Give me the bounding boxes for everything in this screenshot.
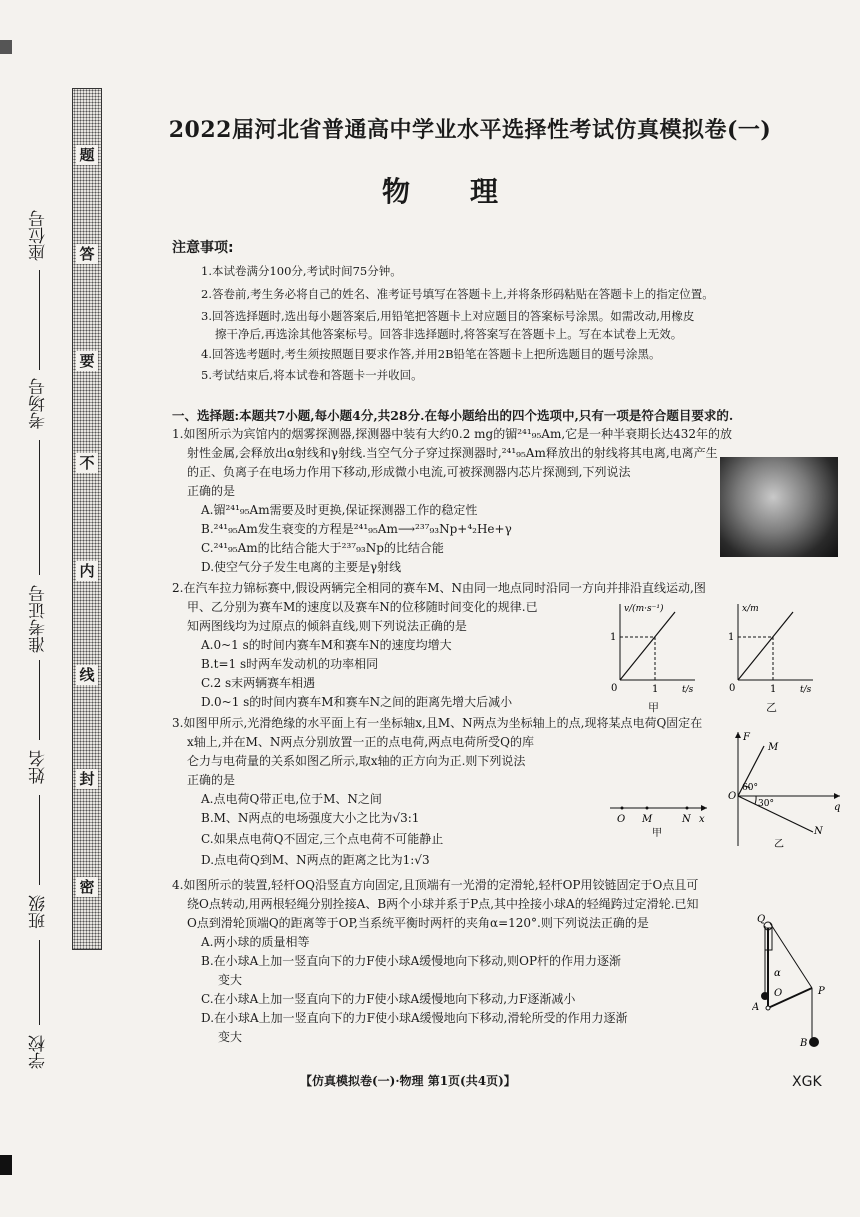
graph-caption: 乙	[766, 701, 777, 714]
seat-field[interactable]	[39, 270, 40, 370]
axis-label: F	[743, 732, 750, 743]
class-field[interactable]	[39, 940, 40, 1025]
pulley-figure	[752, 910, 832, 1050]
binding-word: 封	[76, 769, 98, 789]
notice-item: 5.考试结束后,将本试卷和答题卡一并收回。	[201, 368, 423, 382]
question-2-line: 甲、乙分别为赛车M的速度以及赛车N的位移随时间变化的规律.已	[187, 600, 538, 614]
question-1-line: 正确的是	[187, 484, 236, 498]
page-corner-mark	[0, 1155, 12, 1175]
graph-y-label: x/m	[742, 604, 759, 614]
point-label: M	[642, 814, 653, 825]
question-4-line: O点到滑轮顶端Q的距离等于OP,当系统平衡时两杆的夹角α=120°.则下列说法正确的是	[187, 916, 649, 930]
question-3-option-b: B.M、N两点的电场强度大小之比为√3:1	[201, 811, 420, 825]
notice-item: 3.回答选择题时,选出每小题答案后,用铅笔把答题卡上对应题目的答案标号涂黑。如需改动,用橡皮	[201, 309, 695, 323]
question-3-option-c: C.如果点电荷Q不固定,三个点电荷不可能静止	[201, 832, 444, 846]
school-label: 学校	[29, 1035, 49, 1069]
section-heading: 一、选择题:本题共7小题,每小题4分,共28分.在每小题给出的四个选项中,只有一项是符合题目要求的.	[172, 408, 734, 423]
room-field[interactable]	[39, 440, 40, 575]
question-2-option-b: B.t=1 s时两车发动机的功率相同	[201, 657, 379, 671]
axis-label: x	[699, 814, 705, 825]
question-1-option-c: C.²⁴¹₉₅Am的比结合能大于²³⁷₉₃Np的比结合能	[201, 541, 444, 555]
question-3-line: x轴上,并在M、N两点分别放置一正的点电荷,两点电荷所受Q的库	[187, 735, 535, 749]
question-1-option-d: D.使空气分子发生电离的主要是γ射线	[201, 560, 402, 574]
binding-word: 线	[76, 665, 98, 685]
graph-y-label: v/(m·s⁻¹)	[624, 604, 664, 614]
question-4-option-d-cont: 变大	[218, 1030, 243, 1044]
room-label: 考场号	[29, 378, 49, 429]
question-2-line: 知两图线均为过原点的倾斜直线,则下列说法正确的是	[187, 619, 467, 633]
origin-label: O	[728, 791, 737, 802]
line-label: M	[768, 742, 779, 753]
question-1-option-a: A.镅²⁴¹₉₅Am需要及时更换,保证探测器工作的稳定性	[201, 503, 478, 517]
figure-caption: 乙	[774, 839, 784, 850]
seat-label: 座位号	[29, 210, 49, 261]
notice-item: 2.答卷前,考生务必将自己的姓名、准考证号填写在答题卡上,并将条形码粘贴在答题卡上的指定位置。	[201, 287, 714, 301]
question-1-option-b: B.²⁴¹₉₅Am发生衰变的方程是²⁴¹₉₅Am⟶²³⁷₉₃Np+⁴₂He+γ	[201, 522, 512, 536]
angle-label: α	[774, 968, 781, 979]
question-2-option-d: D.0~1 s的时间内赛车M和赛车N之间的距离先增大后减小	[201, 695, 513, 709]
point-label: P	[818, 986, 825, 997]
ticket-field[interactable]	[39, 660, 40, 740]
graph-caption: 甲	[648, 701, 659, 714]
binding-word: 内	[76, 561, 98, 581]
question-1-line: 的正、负离子在电场力作用下移动,形成微小电流,可被探测器内芯片探测到,下列说法	[187, 465, 631, 479]
binding-word: 题	[76, 145, 98, 165]
angle-label: 30°	[758, 799, 774, 809]
angle-label: 60°	[742, 783, 758, 793]
question-4-option-d: D.在小球A上加一竖直向下的力F使小球A缓慢地向下移动,滑轮所受的作用力逐渐	[201, 1011, 628, 1025]
question-3-line: 正确的是	[187, 773, 236, 787]
point-label: Q	[757, 914, 766, 925]
name-label: 姓名	[29, 750, 49, 784]
question-2-option-c: C.2 s末两辆赛车相遇	[201, 676, 316, 690]
binding-word: 密	[76, 877, 98, 897]
line-label: N	[814, 826, 823, 837]
graph-tick-label: 1	[770, 684, 777, 695]
question-3-line: 仑力与电荷量的关系如图乙所示,取x轴的正方向为正.则下列说法	[187, 754, 526, 768]
graph-origin-label: 0	[611, 683, 618, 694]
graph-tick-label: 1	[610, 632, 617, 643]
binding-word: 答	[76, 244, 98, 264]
name-field[interactable]	[39, 795, 40, 885]
subject-title: 物理	[381, 175, 558, 208]
velocity-graph	[600, 600, 700, 700]
question-2-line: 2.在汽车拉力锦标赛中,假设两辆完全相同的赛车M、N由同一地点同时沿同一方向并排沿直线运动,图	[172, 581, 706, 595]
question-1-line: 1.如图所示为宾馆内的烟雾探测器,探测器中装有大约0.2 mg的镅²⁴¹₉₅Am,它是一种半衰期长达432年的放	[172, 427, 733, 441]
graph-tick-label: 1	[652, 684, 659, 695]
point-label: A	[752, 1002, 760, 1013]
displacement-graph	[718, 600, 818, 700]
question-3-option-d: D.点电荷Q到M、N两点的距离之比为1:√3	[201, 853, 430, 867]
binding-word: 不	[76, 453, 98, 473]
question-4-option-a: A.两小球的质量相等	[201, 935, 310, 949]
page-footer: 【仿真模拟卷(一)·物理 第1页(共4页)】	[300, 1074, 516, 1088]
ticket-label: 准考证号	[29, 585, 49, 653]
graph-tick-label: 1	[728, 632, 735, 643]
exam-code: XGK	[792, 1074, 822, 1090]
point-label: O	[774, 988, 783, 999]
axis-figure	[602, 788, 712, 838]
question-4-option-b-cont: 变大	[218, 973, 243, 987]
point-label: B	[800, 1038, 808, 1049]
question-4-option-c: C.在小球A上加一竖直向下的力F使小球A缓慢地向下移动,力F逐渐减小	[201, 992, 576, 1006]
question-4-line: 绕O点转动,用两根轻绳分别拴接A、B两个小球并系于P点,其中拴接小球A的轻绳跨过定滑轮.已知	[187, 897, 699, 911]
question-2-option-a: A.0~1 s的时间内赛车M和赛车N的速度均增大	[201, 638, 452, 652]
binding-strip	[72, 88, 102, 950]
graph-x-label: t/s	[800, 685, 812, 695]
exam-title: 2022届河北省普通高中学业水平选择性考试仿真模拟卷(一)	[168, 117, 772, 143]
question-3-line: 3.如图甲所示,光滑绝缘的水平面上有一坐标轴x,且M、N两点为坐标轴上的点,现将某点电荷Q固定在	[172, 716, 703, 730]
question-3-option-a: A.点电荷Q带正电,位于M、N之间	[201, 792, 382, 806]
graph-x-label: t/s	[682, 685, 694, 695]
point-label: O	[617, 814, 626, 825]
class-label: 班级	[29, 895, 49, 929]
graph-origin-label: 0	[729, 683, 736, 694]
notice-heading: 注意事项:	[172, 240, 234, 256]
notice-item: 4.回答选考题时,考生须按照题目要求作答,并用2B铅笔在答题卡上把所选题目的题号涂黑。	[201, 347, 661, 361]
notice-item: 擦干净后,再选涂其他答案标号。回答非选择题时,将答案写在答题卡上。写在本试卷上无效。	[215, 327, 683, 341]
force-charge-figure	[728, 728, 846, 850]
question-1-line: 射性金属,会释放出α射线和γ射线.当空气分子穿过探测器时,²⁴¹₉₅Am释放出的射线将其电离,电离产生	[187, 446, 718, 460]
page-edge-mark	[0, 40, 12, 54]
point-label: N	[682, 814, 691, 825]
smoke-detector-photo	[720, 457, 838, 557]
axis-label: q	[834, 802, 841, 813]
figure-caption: 甲	[652, 828, 662, 838]
notice-item: 1.本试卷满分100分,考试时间75分钟。	[201, 264, 402, 278]
question-4-option-b: B.在小球A上加一竖直向下的力F使小球A缓慢地向下移动,则OP杆的作用力逐渐	[201, 954, 622, 968]
binding-word: 要	[76, 351, 98, 371]
question-4-line: 4.如图所示的装置,轻杆OQ沿竖直方向固定,且顶端有一光滑的定滑轮,轻杆OP用铰链固定于O点且可	[172, 878, 699, 892]
